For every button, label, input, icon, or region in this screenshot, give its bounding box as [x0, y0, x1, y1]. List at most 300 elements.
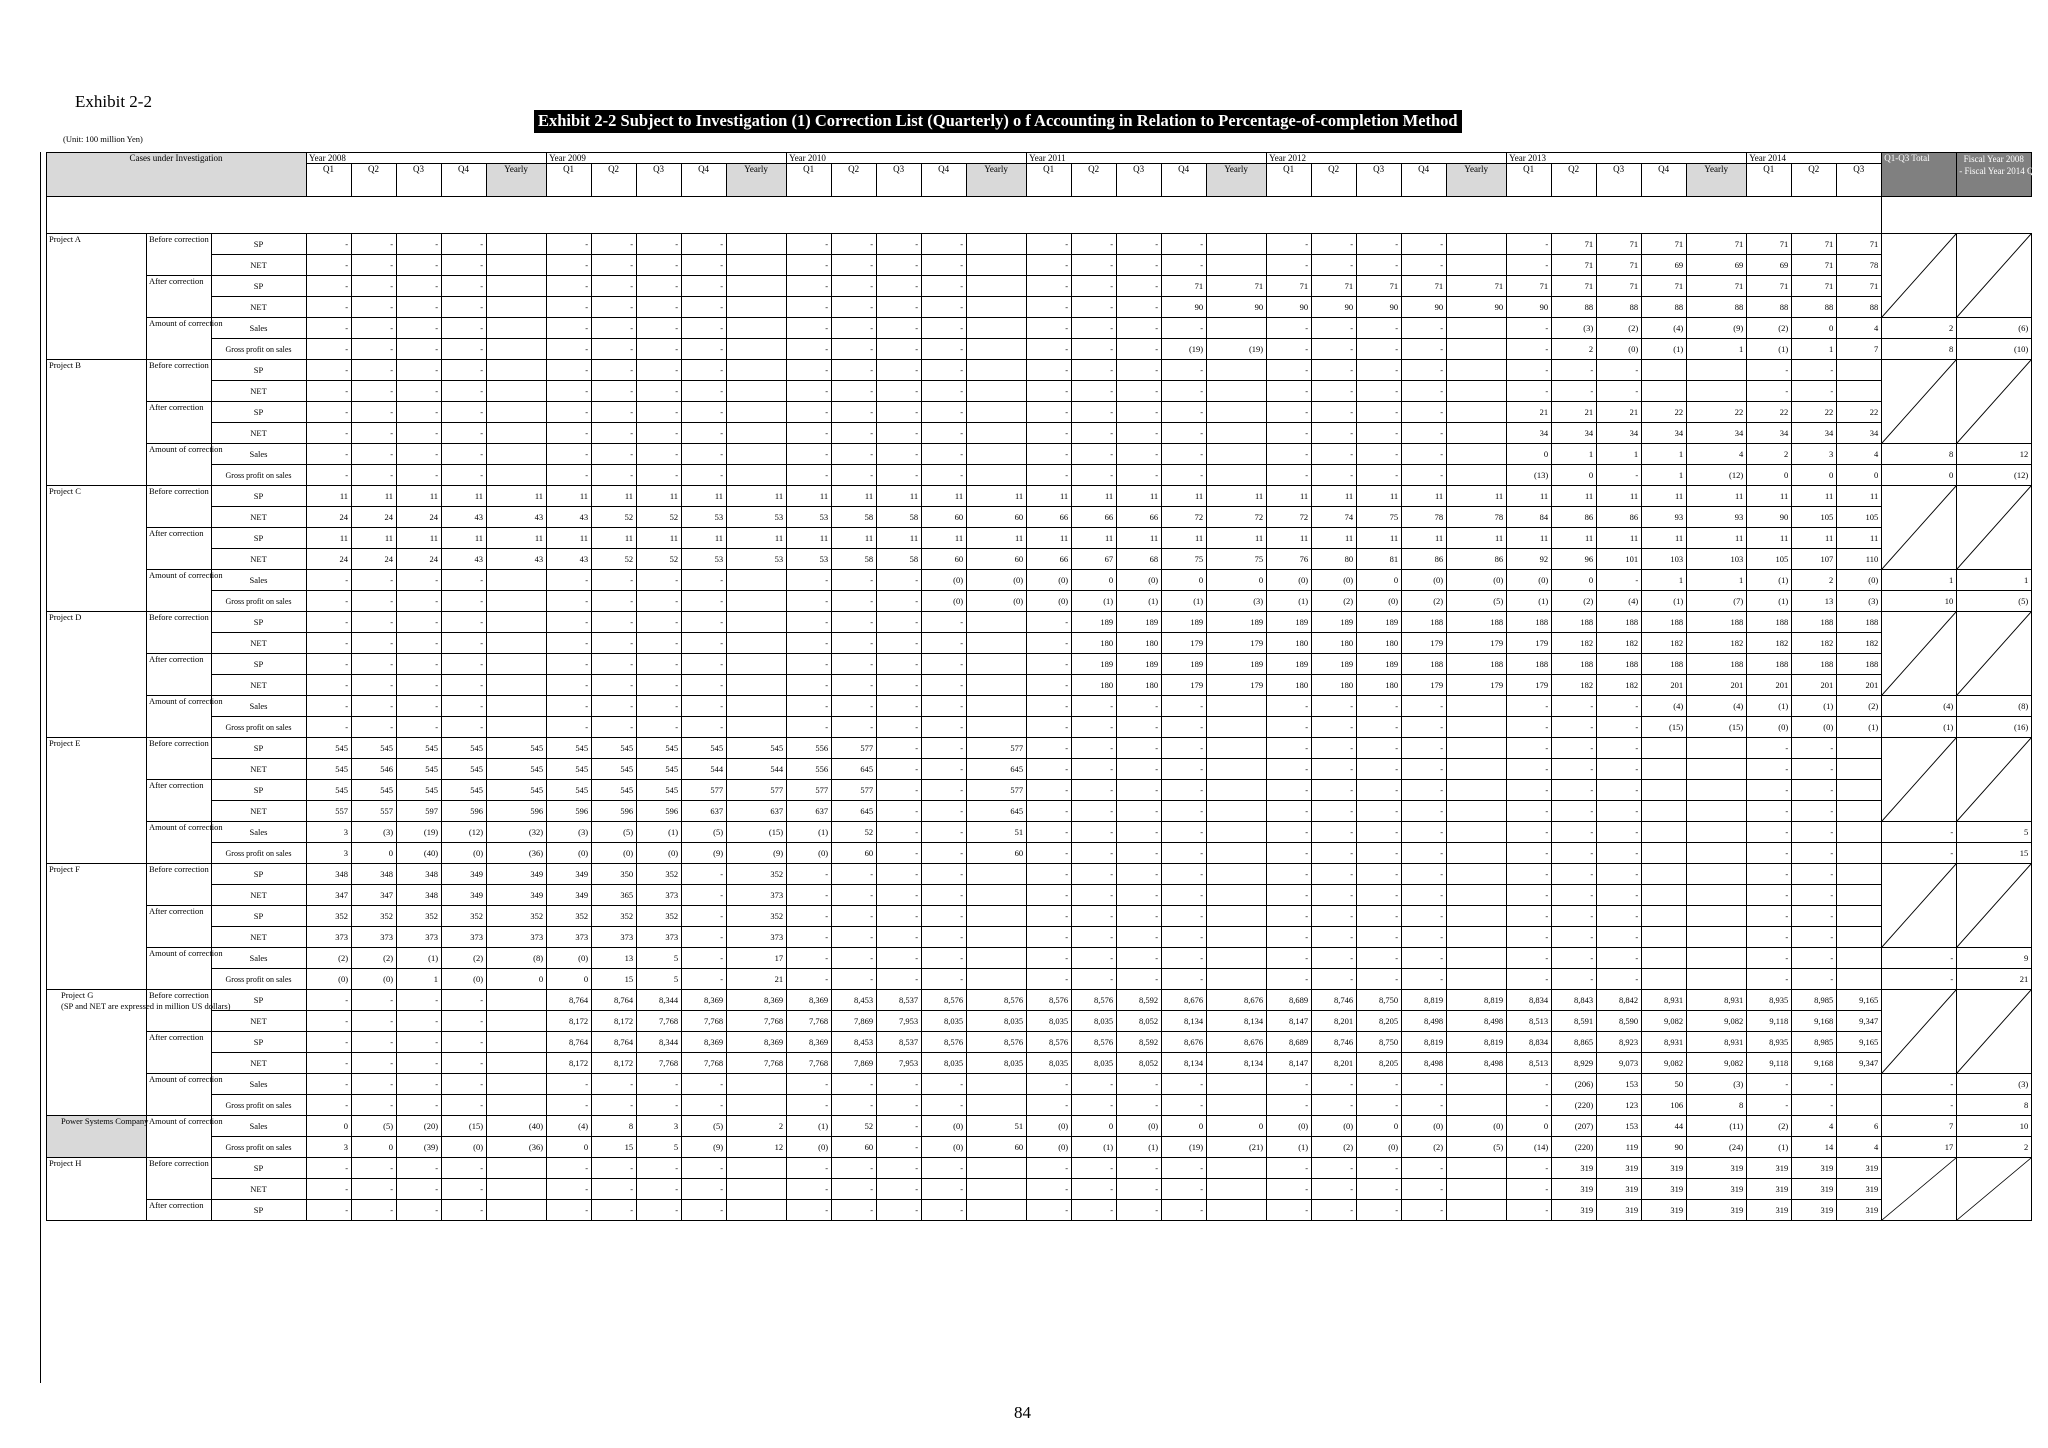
- value-cell: [1207, 318, 1267, 339]
- value-cell: -: [442, 1032, 487, 1053]
- value-cell: -: [1312, 1200, 1357, 1221]
- value-cell: 8,369: [787, 1032, 832, 1053]
- value-cell: 11: [442, 528, 487, 549]
- exhibit-label: Exhibit 2-2: [75, 92, 152, 111]
- value-cell: -: [1162, 381, 1207, 402]
- value-cell: 189: [1267, 654, 1312, 675]
- value-cell: -: [352, 633, 397, 654]
- value-cell: [967, 885, 1027, 906]
- value-cell: (0): [1312, 570, 1357, 591]
- value-cell: -: [592, 465, 637, 486]
- value-cell: 179: [1402, 633, 1447, 654]
- row-group-label: Amount of correction: [147, 444, 212, 486]
- value-cell: 545: [592, 780, 637, 801]
- value-cell: 11: [1072, 486, 1117, 507]
- value-cell: -: [832, 654, 877, 675]
- value-cell: 11: [637, 486, 682, 507]
- header-fiscal-end: - Fiscal Year 2014 Q3: [1959, 166, 2038, 176]
- value-cell: 5: [637, 1137, 682, 1158]
- value-cell: -: [832, 276, 877, 297]
- row-group-label: After correction: [147, 402, 212, 444]
- value-cell: -: [922, 1200, 967, 1221]
- value-cell: 8,134: [1207, 1011, 1267, 1032]
- value-cell: 11: [1837, 486, 1882, 507]
- header-quarter: Q1: [1027, 164, 1072, 197]
- value-cell: 1: [397, 969, 442, 990]
- value-cell: [1207, 1074, 1267, 1095]
- value-cell: -: [547, 696, 592, 717]
- value-cell: -: [1357, 402, 1402, 423]
- value-cell: -: [592, 612, 637, 633]
- diagonal-cell: [1957, 486, 2032, 570]
- metric-label: SP: [212, 360, 307, 381]
- value-cell: [1642, 906, 1687, 927]
- value-cell: -: [787, 1200, 832, 1221]
- value-cell: -: [1507, 780, 1552, 801]
- value-cell: 8,513: [1507, 1011, 1552, 1032]
- value-cell: 60: [967, 549, 1027, 570]
- value-cell: -: [1117, 276, 1162, 297]
- diagonal-cell: [1957, 612, 2032, 696]
- value-cell: -: [1552, 948, 1597, 969]
- value-cell: 11: [397, 486, 442, 507]
- value-cell: -: [442, 1200, 487, 1221]
- value-cell: 69: [1747, 255, 1792, 276]
- value-cell: -: [1027, 297, 1072, 318]
- value-cell: [967, 906, 1027, 927]
- value-cell: 8: [1687, 1095, 1747, 1116]
- value-cell: (3): [1837, 591, 1882, 612]
- value-cell: -: [1117, 717, 1162, 738]
- value-cell: [487, 591, 547, 612]
- value-cell: -: [1597, 738, 1642, 759]
- value-cell: (1): [1642, 339, 1687, 360]
- value-cell: 8,676: [1207, 990, 1267, 1011]
- value-cell: 7: [1882, 1116, 1957, 1137]
- value-cell: [967, 444, 1027, 465]
- value-cell: [487, 1158, 547, 1179]
- value-cell: -: [877, 381, 922, 402]
- value-cell: -: [1267, 864, 1312, 885]
- value-cell: 11: [1027, 528, 1072, 549]
- value-cell: 78: [1402, 507, 1447, 528]
- project-name: [47, 612, 147, 738]
- value-cell: 60: [922, 507, 967, 528]
- value-cell: -: [592, 1158, 637, 1179]
- value-cell: 180: [1357, 675, 1402, 696]
- value-cell: 2: [1957, 1137, 2032, 1158]
- value-cell: [1447, 1179, 1507, 1200]
- value-cell: 53: [682, 549, 727, 570]
- value-cell: -: [1357, 465, 1402, 486]
- value-cell: (0): [1792, 717, 1837, 738]
- value-cell: -: [877, 717, 922, 738]
- value-cell: -: [1507, 1200, 1552, 1221]
- value-cell: -: [1792, 927, 1837, 948]
- value-cell: -: [1267, 822, 1312, 843]
- value-cell: 66: [1072, 507, 1117, 528]
- value-cell: 11: [1402, 486, 1447, 507]
- value-cell: [967, 360, 1027, 381]
- value-cell: -: [637, 297, 682, 318]
- value-cell: -: [1552, 696, 1597, 717]
- value-cell: -: [1357, 423, 1402, 444]
- value-cell: 8,369: [682, 1032, 727, 1053]
- value-cell: -: [1597, 696, 1642, 717]
- value-cell: [487, 612, 547, 633]
- value-cell: 8,035: [1027, 1053, 1072, 1074]
- value-cell: -: [1312, 927, 1357, 948]
- row-group-label: Before correction: [147, 990, 212, 1032]
- value-cell: -: [637, 1200, 682, 1221]
- value-cell: 373: [592, 927, 637, 948]
- value-cell: -: [442, 318, 487, 339]
- value-cell: -: [922, 654, 967, 675]
- value-cell: -: [1357, 948, 1402, 969]
- value-cell: 43: [547, 549, 592, 570]
- value-cell: -: [877, 864, 922, 885]
- value-cell: [1207, 801, 1267, 822]
- value-cell: -: [1072, 1074, 1117, 1095]
- value-cell: -: [922, 1179, 967, 1200]
- value-cell: -: [682, 864, 727, 885]
- value-cell: -: [832, 570, 877, 591]
- value-cell: [967, 864, 1027, 885]
- value-cell: [1447, 717, 1507, 738]
- value-cell: 11: [352, 486, 397, 507]
- value-cell: 179: [1447, 675, 1507, 696]
- value-cell: 545: [307, 780, 352, 801]
- value-cell: 110: [1837, 549, 1882, 570]
- header-quarter: Yearly: [727, 164, 787, 197]
- value-cell: 71: [1747, 234, 1792, 255]
- value-cell: -: [442, 1179, 487, 1200]
- header-quarter: Q2: [1312, 164, 1357, 197]
- value-cell: -: [307, 318, 352, 339]
- value-cell: -: [787, 339, 832, 360]
- value-cell: -: [922, 402, 967, 423]
- value-cell: 8,035: [922, 1011, 967, 1032]
- value-cell: -: [682, 297, 727, 318]
- value-cell: -: [922, 822, 967, 843]
- value-cell: -: [352, 297, 397, 318]
- value-cell: 34: [1507, 423, 1552, 444]
- value-cell: -: [1267, 885, 1312, 906]
- value-cell: (1): [1117, 1137, 1162, 1158]
- value-cell: -: [877, 633, 922, 654]
- value-cell: 4: [1792, 1116, 1837, 1137]
- value-cell: 189: [1357, 654, 1402, 675]
- header-quarter: Yearly: [1207, 164, 1267, 197]
- metric-label: Gross profit on sales: [212, 843, 307, 864]
- value-cell: (0): [1267, 1116, 1312, 1137]
- value-cell: -: [1072, 423, 1117, 444]
- value-cell: (4): [547, 1116, 592, 1137]
- value-cell: (0): [1747, 717, 1792, 738]
- value-cell: -: [787, 696, 832, 717]
- value-cell: -: [1792, 948, 1837, 969]
- metric-label: NET: [212, 927, 307, 948]
- value-cell: -: [1312, 738, 1357, 759]
- value-cell: -: [307, 696, 352, 717]
- value-cell: -: [1552, 843, 1597, 864]
- metric-label: NET: [212, 885, 307, 906]
- value-cell: -: [592, 255, 637, 276]
- value-cell: (9): [727, 843, 787, 864]
- diagonal-cell: [1957, 234, 2032, 318]
- value-cell: -: [1267, 927, 1312, 948]
- value-cell: 4: [1687, 444, 1747, 465]
- value-cell: 13: [1792, 591, 1837, 612]
- value-cell: 8,819: [1402, 990, 1447, 1011]
- value-cell: (0): [1447, 1116, 1507, 1137]
- value-cell: -: [1162, 864, 1207, 885]
- value-cell: -: [877, 318, 922, 339]
- value-cell: (2): [1552, 591, 1597, 612]
- value-cell: 8,201: [1312, 1011, 1357, 1032]
- value-cell: -: [1507, 1179, 1552, 1200]
- value-cell: 8,923: [1597, 1032, 1642, 1053]
- value-cell: (1): [1792, 696, 1837, 717]
- value-cell: -: [922, 339, 967, 360]
- value-cell: 9: [1957, 948, 2032, 969]
- value-cell: 8,819: [1447, 1032, 1507, 1053]
- value-cell: -: [682, 276, 727, 297]
- row-group-label: After correction: [147, 276, 212, 318]
- value-cell: -: [1267, 717, 1312, 738]
- value-cell: -: [1747, 843, 1792, 864]
- value-cell: -: [922, 234, 967, 255]
- header-quarter: Q4: [1162, 164, 1207, 197]
- value-cell: 67: [1072, 549, 1117, 570]
- value-cell: (0): [1027, 1137, 1072, 1158]
- metric-label: SP: [212, 654, 307, 675]
- value-cell: 8,035: [922, 1053, 967, 1074]
- value-cell: 6: [1837, 1116, 1882, 1137]
- value-cell: -: [352, 318, 397, 339]
- value-cell: (2): [1837, 696, 1882, 717]
- value-cell: -: [1357, 969, 1402, 990]
- project-label: Project E: [49, 738, 81, 748]
- value-cell: -: [787, 591, 832, 612]
- value-cell: 60: [832, 843, 877, 864]
- value-cell: 11: [547, 528, 592, 549]
- value-cell: [1687, 948, 1747, 969]
- value-cell: (14): [1507, 1137, 1552, 1158]
- value-cell: -: [787, 318, 832, 339]
- value-cell: -: [442, 423, 487, 444]
- value-cell: 22: [1792, 402, 1837, 423]
- value-cell: -: [1747, 1095, 1792, 1116]
- value-cell: 11: [877, 528, 922, 549]
- value-cell: 34: [1792, 423, 1837, 444]
- value-cell: 189: [1117, 612, 1162, 633]
- value-cell: 11: [637, 528, 682, 549]
- value-cell: -: [397, 654, 442, 675]
- value-cell: 8,052: [1117, 1011, 1162, 1032]
- value-cell: 188: [1402, 654, 1447, 675]
- value-cell: 1: [1642, 465, 1687, 486]
- value-cell: 8,750: [1357, 1032, 1402, 1053]
- value-cell: -: [1552, 780, 1597, 801]
- diagonal-cell: [1882, 738, 1957, 822]
- header-year: Year 2009: [547, 153, 787, 164]
- value-cell: [1642, 885, 1687, 906]
- value-cell: 319: [1597, 1158, 1642, 1179]
- value-cell: -: [352, 1095, 397, 1116]
- value-cell: [487, 1053, 547, 1074]
- value-cell: -: [832, 717, 877, 738]
- value-cell: 349: [442, 885, 487, 906]
- value-cell: 7: [1837, 339, 1882, 360]
- value-cell: -: [1357, 906, 1402, 927]
- value-cell: 201: [1792, 675, 1837, 696]
- value-cell: -: [1027, 234, 1072, 255]
- value-cell: 71: [1687, 276, 1747, 297]
- metric-label: SP: [212, 1158, 307, 1179]
- value-cell: -: [832, 696, 877, 717]
- header-quarter: Q3: [1837, 164, 1882, 197]
- value-cell: -: [682, 339, 727, 360]
- value-cell: (3): [547, 822, 592, 843]
- value-cell: (13): [1507, 465, 1552, 486]
- value-cell: -: [1072, 948, 1117, 969]
- value-cell: -: [547, 234, 592, 255]
- value-cell: 75: [1357, 507, 1402, 528]
- value-cell: -: [637, 570, 682, 591]
- value-cell: -: [1312, 339, 1357, 360]
- value-cell: -: [1747, 885, 1792, 906]
- value-cell: (12): [442, 822, 487, 843]
- value-cell: [1447, 780, 1507, 801]
- metric-label: Gross profit on sales: [212, 969, 307, 990]
- value-cell: 8,576: [922, 990, 967, 1011]
- value-cell: -: [1597, 864, 1642, 885]
- value-cell: -: [637, 591, 682, 612]
- value-cell: -: [877, 1116, 922, 1137]
- value-cell: -: [1312, 402, 1357, 423]
- value-cell: -: [1747, 780, 1792, 801]
- value-cell: -: [682, 360, 727, 381]
- value-cell: 179: [1507, 675, 1552, 696]
- value-cell: -: [1507, 234, 1552, 255]
- value-cell: -: [442, 570, 487, 591]
- value-cell: 319: [1642, 1200, 1687, 1221]
- value-cell: 182: [1792, 633, 1837, 654]
- value-cell: 8,985: [1792, 990, 1837, 1011]
- value-cell: 8,369: [682, 990, 727, 1011]
- value-cell: [487, 1179, 547, 1200]
- header-quarter: Q1: [1507, 164, 1552, 197]
- value-cell: 545: [637, 759, 682, 780]
- value-cell: [487, 360, 547, 381]
- value-cell: -: [1597, 885, 1642, 906]
- value-cell: 71: [1552, 276, 1597, 297]
- value-cell: -: [307, 1095, 352, 1116]
- row-group-label: Amount of correction: [147, 570, 212, 612]
- value-cell: -: [832, 1200, 877, 1221]
- value-cell: -: [1162, 969, 1207, 990]
- value-cell: 352: [727, 864, 787, 885]
- value-cell: -: [352, 381, 397, 402]
- value-cell: 8,764: [592, 990, 637, 1011]
- value-cell: 577: [787, 780, 832, 801]
- header-year: Year 2008: [307, 153, 547, 164]
- value-cell: [487, 339, 547, 360]
- value-cell: -: [922, 444, 967, 465]
- value-cell: -: [442, 1074, 487, 1095]
- value-cell: 0: [1072, 570, 1117, 591]
- value-cell: 11: [1837, 528, 1882, 549]
- project-label: Project A: [49, 234, 81, 244]
- value-cell: [727, 465, 787, 486]
- value-cell: 34: [1597, 423, 1642, 444]
- value-cell: -: [1312, 1158, 1357, 1179]
- value-cell: 348: [397, 885, 442, 906]
- value-cell: (5): [682, 1116, 727, 1137]
- value-cell: 60: [922, 549, 967, 570]
- value-cell: 11: [592, 528, 637, 549]
- value-cell: -: [1162, 255, 1207, 276]
- value-cell: 90: [1267, 297, 1312, 318]
- value-cell: -: [1267, 360, 1312, 381]
- value-cell: 189: [1072, 612, 1117, 633]
- value-cell: [1207, 696, 1267, 717]
- value-cell: 8,172: [592, 1011, 637, 1032]
- value-cell: 179: [1162, 633, 1207, 654]
- value-cell: [1447, 969, 1507, 990]
- value-cell: 90: [1507, 297, 1552, 318]
- value-cell: 352: [592, 906, 637, 927]
- value-cell: 71: [1747, 276, 1792, 297]
- value-cell: -: [547, 654, 592, 675]
- value-cell: -: [307, 360, 352, 381]
- value-cell: -: [922, 1158, 967, 1179]
- value-cell: -: [1027, 969, 1072, 990]
- value-cell: (0): [967, 591, 1027, 612]
- value-cell: -: [1267, 444, 1312, 465]
- value-cell: 8,035: [1027, 1011, 1072, 1032]
- header-year: Year 2012: [1267, 153, 1507, 164]
- value-cell: -: [832, 381, 877, 402]
- value-cell: -: [787, 444, 832, 465]
- value-cell: -: [922, 738, 967, 759]
- value-cell: -: [592, 1074, 637, 1095]
- value-cell: -: [592, 1095, 637, 1116]
- value-cell: 90: [1357, 297, 1402, 318]
- metric-label: Sales: [212, 822, 307, 843]
- value-cell: 189: [1207, 654, 1267, 675]
- value-cell: -: [1357, 318, 1402, 339]
- value-cell: -: [547, 612, 592, 633]
- value-cell: -: [442, 402, 487, 423]
- value-cell: 11: [1162, 528, 1207, 549]
- value-cell: -: [1357, 360, 1402, 381]
- value-cell: 188: [1837, 612, 1882, 633]
- value-cell: 88: [1552, 297, 1597, 318]
- value-cell: -: [682, 633, 727, 654]
- value-cell: (5): [1447, 591, 1507, 612]
- value-cell: 84: [1507, 507, 1552, 528]
- value-cell: (1): [637, 822, 682, 843]
- value-cell: -: [1402, 234, 1447, 255]
- value-cell: 123: [1597, 1095, 1642, 1116]
- value-cell: [487, 381, 547, 402]
- value-cell: 8,172: [547, 1011, 592, 1032]
- value-cell: [727, 234, 787, 255]
- value-cell: 0: [1357, 1116, 1402, 1137]
- value-cell: [487, 1074, 547, 1095]
